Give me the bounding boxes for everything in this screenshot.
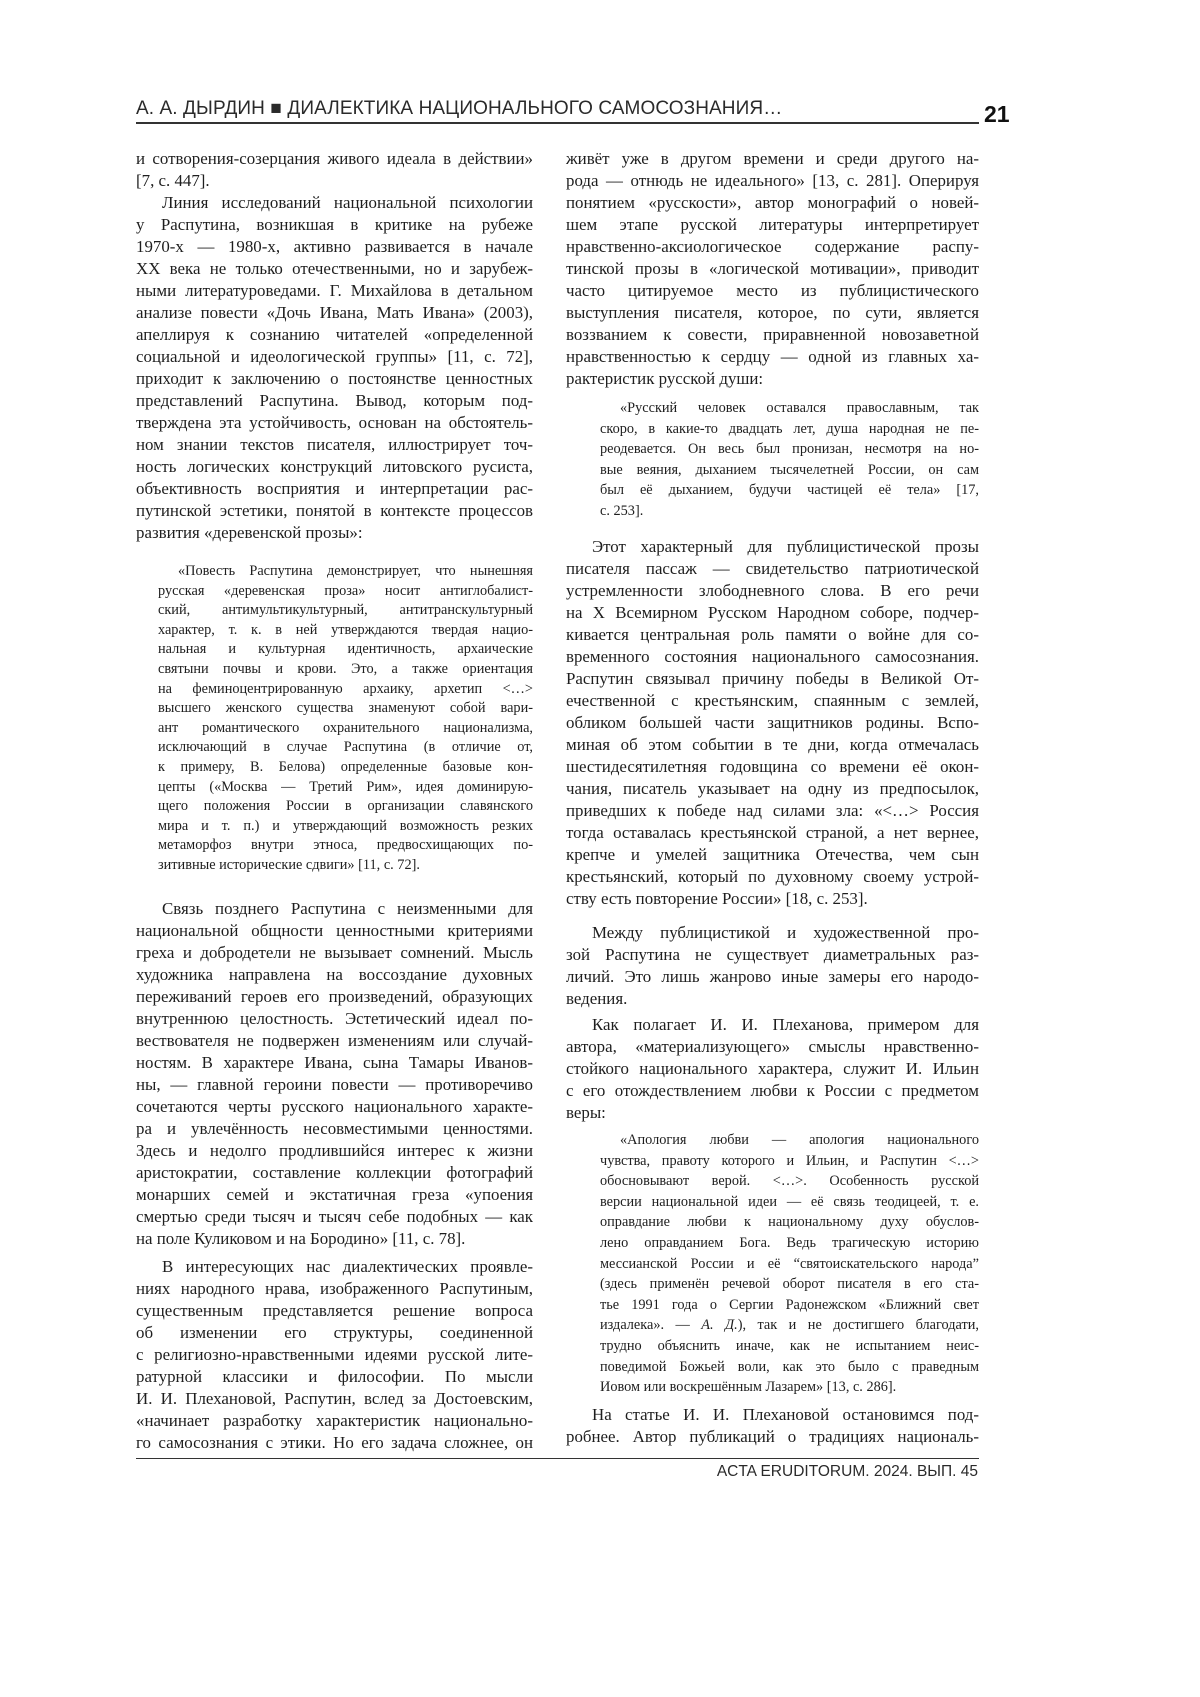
text-line: объективность восприятия и интерпретации рас- <box>136 478 533 500</box>
text-line: смертью среди тысяч и тысяч себе подобных — как <box>136 1206 533 1228</box>
text-line: ность логических конструкций литовского русиста, <box>136 456 533 478</box>
paragraph <box>566 148 979 390</box>
text-line: с его отождествлением любви к России с предметом <box>566 1080 979 1102</box>
text-line: рактеристик русской души: <box>566 368 979 390</box>
text-line: путинской эстетики, понятой в контексте процессов <box>136 500 533 522</box>
text-line: «начинает разработку характеристик национально- <box>136 1410 533 1432</box>
text-line: часто цитируемое место из публицистического <box>566 280 979 302</box>
text-line: нравственностью к сердцу — одной из главных ха- <box>566 346 979 368</box>
text-line: «Русский человек оставался православным, так <box>600 398 979 419</box>
text-line: мессианской России и её “святоискательского народа” <box>600 1254 979 1275</box>
text-line: представлений Распутина. Вывод, которым под- <box>136 390 533 412</box>
text-line: личий. Это лишь жанрово иные замеры его народо- <box>566 966 979 988</box>
text-line: анализе повести «Дочь Ивана, Мать Ивана» (2003), <box>136 302 533 324</box>
text-line: миная об этом событии в те дни, когда отмечалась <box>566 734 979 756</box>
header-author: А. А. ДЫРДИН <box>136 98 265 119</box>
text-line: социальной и идеологической группы» [11, с. 72], <box>136 346 533 368</box>
text-line: И. И. Плехановой, Распутин, вслед за Достоевским, <box>136 1388 533 1410</box>
text-line: поведимой Божьей воли, как это было с праведным <box>600 1357 979 1378</box>
text-line: чания, писатель указывает на одну из предпосылок, <box>566 778 979 800</box>
text-line: кивается центральная роль памяти о войне для со- <box>566 624 979 646</box>
text-line: ведения. <box>566 988 979 1010</box>
text-line: с. 253]. <box>600 501 979 522</box>
text-line: апеллируя к сознанию читателей «определенной <box>136 324 533 346</box>
text-line: об изменении его структуры, соединенной <box>136 1322 533 1344</box>
text-line: высшего женского существа знаменуют собой вари- <box>158 699 533 719</box>
text-line: ский, антимультикультурный, антитранскультурный <box>158 601 533 621</box>
text-line: ант романтического охранительного национализма, <box>158 719 533 739</box>
text-line: автора, «материализующего» смыслы нравственно- <box>566 1036 979 1058</box>
header-title: ДИАЛЕКТИКА НАЦИОНАЛЬНОГО САМОСОЗНАНИЯ… <box>287 98 782 119</box>
text-line: цепты («Москва — Третий Рим», идея доминирую- <box>158 778 533 798</box>
text-line: вествователя не подвержен изменениям или случай- <box>136 1030 533 1052</box>
text-line: ству есть повторение России» [18, с. 253]. <box>566 888 979 910</box>
text-line: приведших к победе над силами зла: «<…> Россия <box>566 800 979 822</box>
text-line: на X Всемирном Русском Народном соборе, подчер- <box>566 602 979 624</box>
paragraph <box>136 898 533 1250</box>
text-line: Иовом или воскрешённым Лазарем» [13, с. 286]. <box>600 1377 979 1398</box>
text-line: (здесь применён речевой оборот писателя в его ста- <box>600 1274 979 1295</box>
text-line: шем этапе русской литературы интерпретирует <box>566 214 979 236</box>
text-line: писателя пассаж — свидетельство патриотической <box>566 558 979 580</box>
text-line: ными литературоведами. Г. Михайлова в детальном <box>136 280 533 302</box>
text-line: исключающий в случае Распутина (в отличие от, <box>158 738 533 758</box>
text-line: версии национальной идеи — её связь теодицеей, т. е. <box>600 1192 979 1213</box>
text-line: реодевается. Он весь был пронизан, несмотря на но- <box>600 439 979 460</box>
text-line: На статье И. И. Плехановой остановимся под- <box>566 1404 979 1426</box>
text-line: развития «деревенской прозы»: <box>136 522 533 544</box>
text-line: метаморфоз внутри этноса, предвосхищающих по- <box>158 836 533 856</box>
text-line: В интересующих нас диалектических проявле- <box>136 1256 533 1278</box>
text-line: ны, — главной героини повести — противоречиво <box>136 1074 533 1096</box>
text-line: тье 1991 года о Сергии Радонежском «Ближний свет <box>600 1295 979 1316</box>
text-line: обликом большей части защитников родины. Вспо- <box>566 712 979 734</box>
text-line: Здесь и недолго продлившийся интерес к жизни <box>136 1140 533 1162</box>
text-line: греха и добродетели не вызывает сомнений. Мысль <box>136 942 533 964</box>
text-line: ечественной с крестьянским, спаянным с землей, <box>566 690 979 712</box>
text-line <box>600 1315 979 1336</box>
text-line: аристократии, составление коллекции фотографий <box>136 1162 533 1184</box>
text-line: ра и увлечённость несовместимыми ценностями. <box>136 1118 533 1140</box>
text-line: зой Распутина не существует диаметральных раз- <box>566 944 979 966</box>
text-span: издалека». — <box>600 1317 701 1333</box>
text-line: мира и т. п.) и утверждающий возможность резких <box>158 817 533 837</box>
text-line: к примеру, В. Белова) определенные базовые кон- <box>158 758 533 778</box>
text-line: нальная и культурная идентичность, архаические <box>158 640 533 660</box>
text-span: ), так и не достигшего благодати, <box>738 1317 979 1333</box>
text-line: русская «деревенская проза» носит антиглобалист- <box>158 582 533 602</box>
text-line: веры: <box>566 1102 979 1124</box>
italic-text: А. Д. <box>701 1317 737 1333</box>
text-line: шестидесятилетняя годовщина со времени её окон- <box>566 756 979 778</box>
paragraph <box>136 1256 533 1454</box>
text-line: с религиозно-нравственными идеями русской лите- <box>136 1344 533 1366</box>
text-line: устремленности злободневного слова. В его речи <box>566 580 979 602</box>
text-line: го самосознания с этики. Но его задача сложнее, он <box>136 1432 533 1454</box>
text-line: лено оправданием Бога. Ведь трагическую историю <box>600 1233 979 1254</box>
paragraph <box>566 536 979 910</box>
text-line: 1970-х — 1980-х, активно развивается в начале <box>136 236 533 258</box>
text-line: понятием «русскости», автор монографий о новей- <box>566 192 979 214</box>
text-line: Как полагает И. И. Плеханова, примером для <box>566 1014 979 1036</box>
text-line: нравственно-аксиологическое содержание распу- <box>566 236 979 258</box>
text-line: зитивные исторические сдвиги» [11, с. 72]. <box>158 856 533 876</box>
paragraph <box>566 1014 979 1124</box>
text-line: был её дыханием, будучи частицей её тела» [17, <box>600 480 979 501</box>
text-line: скоро, в какие-то двадцать лет, душа народная не пе- <box>600 419 979 440</box>
text-line: тогда оставалась крестьянской страной, а нет вернее, <box>566 822 979 844</box>
text-line: воззванием к совести, приравненной новозаветной <box>566 324 979 346</box>
text-line: «Апология любви — апология национального <box>600 1130 979 1151</box>
text-line: святыни почвы и крови. Это, а также ориентация <box>158 660 533 680</box>
text-line: Распутин связывал причину победы в Великой От- <box>566 668 979 690</box>
text-line: стойкого национального характера, служит И. Ильин <box>566 1058 979 1080</box>
text-line: у Распутина, возникшая в критике на рубеже <box>136 214 533 236</box>
text-line: внутреннюю целостность. Эстетический идеал по- <box>136 1008 533 1030</box>
text-line: на поле Куликовом и на Бородино» [11, с. 78]. <box>136 1228 533 1250</box>
text-line: [7, с. 447]. <box>136 170 533 192</box>
header-separator-icon: ■ <box>270 98 282 119</box>
block-quote <box>158 562 533 876</box>
paragraph <box>136 192 533 544</box>
paragraph <box>566 922 979 1010</box>
text-line: ном знании текстов писателя, иллюстрирует точ- <box>136 434 533 456</box>
text-line: выступления писателя, которое, по сути, является <box>566 302 979 324</box>
text-line: Между публицистикой и художественной про- <box>566 922 979 944</box>
text-line: XX века не только отечественными, но и зарубеж- <box>136 258 533 280</box>
text-line: сочетаются черты русского национального характе- <box>136 1096 533 1118</box>
page-number: 21 <box>984 101 1010 128</box>
running-header <box>136 98 782 120</box>
text-line: рода — отнюдь не идеального» [13, с. 281]. Оперируя <box>566 170 979 192</box>
text-line: существенным представляется решение вопроса <box>136 1300 533 1322</box>
text-line: тверждена эта устойчивость, основан на обстоятель- <box>136 412 533 434</box>
paragraph <box>566 1404 979 1448</box>
text-line: переживаний героев его произведений, образующих <box>136 986 533 1008</box>
text-line: щего положения России в организации славянского <box>158 797 533 817</box>
text-line: робнее. Автор публикаций о традициях националь- <box>566 1426 979 1448</box>
footer-journal: ACTA ERUDITORUM. 2024. ВЫП. 45 <box>717 1463 978 1481</box>
text-line: художника направлена на воссоздание духовных <box>136 964 533 986</box>
text-line: живёт уже в другом времени и среди другого на- <box>566 148 979 170</box>
text-line: крепче и умелей защитника Отечества, чем сын <box>566 844 979 866</box>
footer-rule <box>136 1458 979 1459</box>
text-line: «Повесть Распутина демонстрирует, что нынешняя <box>158 562 533 582</box>
text-line: характер, т. к. в ней утверждаются твердая нацио- <box>158 621 533 641</box>
text-line: временного состояния национального самосознания. <box>566 646 979 668</box>
text-line: оправдание любви к национальному духу обуслов- <box>600 1212 979 1233</box>
text-line: вые веяния, дыханием тысячелетней России, он сам <box>600 460 979 481</box>
text-line: тинской прозы в «логической мотивации», приводит <box>566 258 979 280</box>
text-line: ностям. В характере Ивана, сына Тамары Иванов- <box>136 1052 533 1074</box>
header-rule <box>136 122 979 124</box>
paragraph <box>136 148 533 192</box>
text-line: Связь позднего Распутина с неизменными для <box>136 898 533 920</box>
text-line: ратурной классики и философии. По мысли <box>136 1366 533 1388</box>
text-line: и сотворения-созерцания живого идеала в действии» <box>136 148 533 170</box>
block-quote <box>600 398 979 522</box>
text-line: обосновывают верой. <…>. Особенность русской <box>600 1171 979 1192</box>
text-line: Этот характерный для публицистической прозы <box>566 536 979 558</box>
text-line: крестьянский, который по духовному своему устрой- <box>566 866 979 888</box>
text-line: трудно объяснить иначе, как не испытанием неис- <box>600 1336 979 1357</box>
text-line: на феминоцентрированную архаику, архетип <…> <box>158 680 533 700</box>
text-line: монарших семей и экстатичная греза «упоения <box>136 1184 533 1206</box>
text-line: Линия исследований национальной психологии <box>136 192 533 214</box>
text-line: чувства, правоту которого и Ильин, и Распутин <…> <box>600 1151 979 1172</box>
text-line: ниях народного нрава, изображенного Распутиным, <box>136 1278 533 1300</box>
text-line: национальной общности ценностными критериями <box>136 920 533 942</box>
text-line: приходит к заключению о постоянстве ценностных <box>136 368 533 390</box>
block-quote <box>600 1130 979 1398</box>
